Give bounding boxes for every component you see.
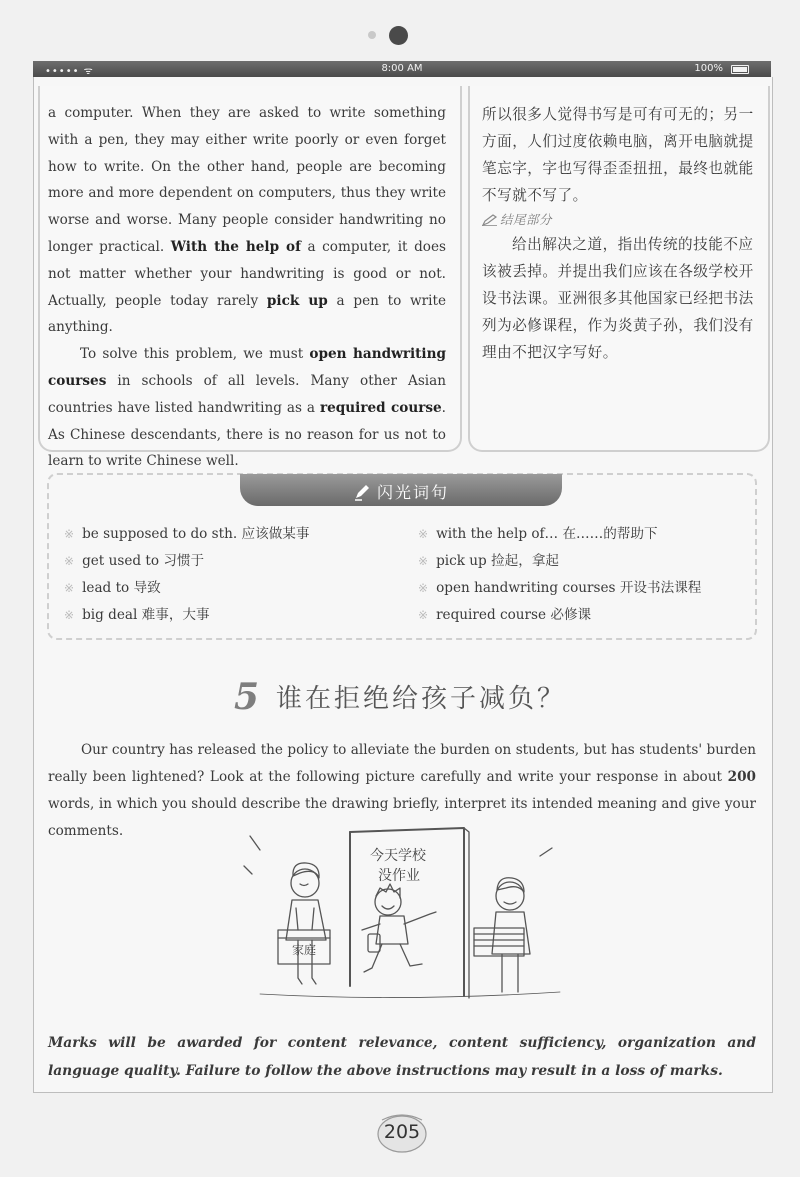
page-dot-inactive[interactable] [368,31,376,39]
battery-icon [731,65,749,74]
star-icon: ※ [418,608,429,622]
door-sign-text: 没作业 [378,868,420,884]
page-number: 205 [376,1112,428,1154]
section-number: 5 [233,676,263,718]
key-phrase: pick up [266,292,328,309]
battery-percent: 100% [694,63,723,74]
notes-paragraph: 给出解决之道，指出传统的技能不应该被丢掉。并提出我们应该在各级学校开设书法课。亚洲很多其他国家已经把书法列为必修课程，作为炎黄子孙，我们没有理由不把汉字写好。 [482,236,754,361]
signal-indicator: ••••• ᯤ [45,66,94,77]
essay-paragraph: To solve this problem, we must open handwriting courses in schools of all levels. Many other Asian countries have listed handwriting as a required course. As Chinese descendants, there is no reason for us not to learn to write Chinese well. [48,346,446,470]
cartoon-illustration [240,826,570,1006]
star-icon: ※ [64,527,75,541]
notes-paragraph: 所以很多人觉得书写是可有可无的；另一方面，人们过度依赖电脑，离开电脑就提笔忘字，字也写得歪歪扭扭，最终也就能不写就不写了。 [482,106,754,204]
vocab-item: ※ be supposed to do sth. 应该做某事 [64,526,310,542]
pen-icon [353,483,371,501]
vocab-item: ※ with the help of… 在……的帮助下 [418,526,658,542]
vocab-item: ※ pick up 捡起，拿起 [418,553,560,569]
pencil-icon [482,214,498,226]
star-icon: ※ [64,608,75,622]
star-icon: ※ [418,554,429,568]
essay-paragraph: a computer. When they are asked to write something with a pen, they may either write poorly or even forget how to write. On the other hand, people are becoming more and more dependent on computers, thus they write worse and worse. Many people consider handwriting no longer practical. With the help of a computer, it does not matter whether your handwriting is good or not. Actually, people today rarely pick up a pen to write anything. [48,105,446,336]
english-essay [48,100,446,475]
star-icon: ※ [64,554,75,568]
vocab-item: ※ get used to 习惯于 [64,553,205,569]
key-phrase: open handwriting courses [48,346,446,389]
key-phrase: With the help of [170,238,301,255]
vocab-item: ※ lead to 导致 [64,580,161,596]
section-heading: 谁在拒绝给孩子减负？ [276,684,567,714]
status-bar [33,61,771,77]
vocab-item: ※ open handwriting courses 开设书法课程 [418,580,702,596]
vocab-item: ※ required course 必修课 [418,607,592,623]
chinese-notes [482,101,756,366]
star-icon: ※ [418,527,429,541]
page-dot-active[interactable] [389,26,408,45]
star-icon: ※ [418,581,429,595]
vocab-banner [240,474,562,506]
box-label: 家庭 [292,943,317,957]
marking-note: Marks will be awarded for content relevance, content sufficiency, organization and language quality. Failure to follow the above instructions may result in a loss of marks. [48,1035,756,1079]
door-sign-text: 今天学校 [370,848,426,864]
clock: 8:00 AM [381,63,423,74]
writing-prompt: Our country has released the policy to alleviate the burden on students, but has students' burden really been lightened? Look at the following picture carefully and write your response in about 200 words, in which you should describe the drawing briefly, interpret its intended meaning and give your comments. [48,742,756,839]
notes-subtitle: 结尾部分 [482,209,756,231]
key-phrase: required course [319,399,442,416]
word-count: 200 [727,769,756,785]
page-indicator[interactable] [0,24,800,48]
vocab-title: 闪光词句 [376,483,449,502]
star-icon: ※ [64,581,75,595]
vocab-item: ※ big deal 难事，大事 [64,607,210,623]
section-title [0,676,800,718]
